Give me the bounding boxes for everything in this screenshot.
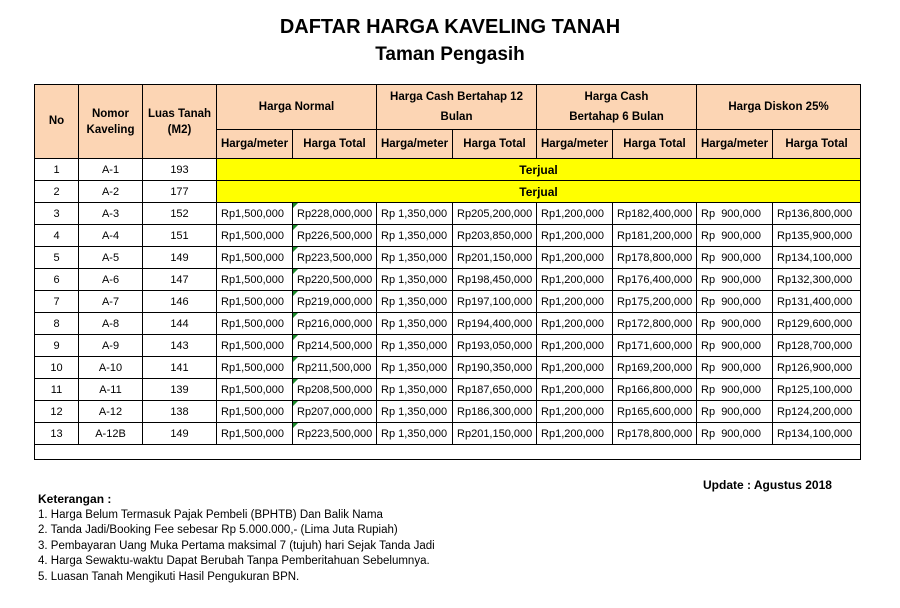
- note-item: 3. Pembayaran Uang Muka Pertama maksimal 7 (tujuh) hari Sejak Tanda Jadi: [38, 539, 435, 552]
- cell-harga-total: Rp223,500,000: [293, 423, 377, 445]
- table-row: [35, 423, 861, 445]
- note-item: 5. Luasan Tanah Mengikuti Hasil Pengukuran BPN.: [38, 570, 300, 583]
- sold-status: Terjual: [217, 181, 861, 203]
- price-table: [34, 84, 861, 460]
- cell-harga-total: Rp211,500,000: [293, 357, 377, 379]
- table-row: [35, 379, 861, 401]
- cell-harga-total: Rp216,000,000: [293, 313, 377, 335]
- note-item: 2. Tanda Jadi/Booking Fee sebesar Rp 5.000.000,- (Lima Juta Rupiah): [38, 524, 398, 536]
- cell-harga-total: Rp129,600,000: [773, 313, 861, 335]
- cell-no: 12: [35, 401, 79, 423]
- cell-luas: 151: [143, 225, 217, 247]
- cell-luas: 149: [143, 423, 217, 445]
- cell-harga-meter: Rp 900,000: [697, 423, 773, 445]
- cell-no: 7: [35, 291, 79, 313]
- cell-harga-meter: Rp1,500,000: [217, 423, 293, 445]
- cell-luas: 144: [143, 313, 217, 335]
- cell-no: 1: [35, 159, 79, 181]
- cell-harga-meter: Rp1,200,000: [537, 291, 613, 313]
- cell-harga-total: Rp126,900,000: [773, 357, 861, 379]
- cell-harga-meter: Rp1,500,000: [217, 291, 293, 313]
- cell-kaveling: A-4: [79, 225, 143, 247]
- cell-harga-meter: Rp 1,350,000: [377, 291, 453, 313]
- header-cash-6-bulan: Harga Cash Bertahap 6 Bulan: [537, 85, 697, 130]
- cell-harga-total: Rp193,050,000: [453, 335, 537, 357]
- cell-harga-total: Rp128,700,000: [773, 335, 861, 357]
- cell-harga-meter: Rp 1,350,000: [377, 423, 453, 445]
- cell-luas: 139: [143, 379, 217, 401]
- table-row: [35, 159, 861, 181]
- table-row: [35, 357, 861, 379]
- cell-harga-meter: Rp 1,350,000: [377, 379, 453, 401]
- cell-kaveling: A-11: [79, 379, 143, 401]
- cell-harga-meter: Rp 1,350,000: [377, 247, 453, 269]
- cell-luas: 143: [143, 335, 217, 357]
- cell-kaveling: A-9: [79, 335, 143, 357]
- cell-luas: 141: [143, 357, 217, 379]
- cell-harga-total: Rp194,400,000: [453, 313, 537, 335]
- cell-harga-meter: Rp 1,350,000: [377, 401, 453, 423]
- cell-harga-total: Rp203,850,000: [453, 225, 537, 247]
- note-item: 1. Harga Belum Termasuk Pajak Pembeli (BPHTB) Dan Balik Nama: [38, 508, 383, 521]
- cell-no: 4: [35, 225, 79, 247]
- cell-harga-meter: Rp 1,350,000: [377, 203, 453, 225]
- cell-no: 10: [35, 357, 79, 379]
- cell-harga-meter: Rp1,200,000: [537, 203, 613, 225]
- cell-kaveling: A-10: [79, 357, 143, 379]
- cell-harga-total: Rp187,650,000: [453, 379, 537, 401]
- cell-harga-total: Rp197,100,000: [453, 291, 537, 313]
- cell-harga-total: Rp226,500,000: [293, 225, 377, 247]
- cell-harga-total: Rp182,400,000: [613, 203, 697, 225]
- cell-harga-total: Rp208,500,000: [293, 379, 377, 401]
- blank-cell: [35, 445, 861, 460]
- cell-harga-total: Rp198,450,000: [453, 269, 537, 291]
- cell-harga-total: Rp207,000,000: [293, 401, 377, 423]
- cell-kaveling: A-12: [79, 401, 143, 423]
- table-row: [35, 247, 861, 269]
- cell-kaveling: A-6: [79, 269, 143, 291]
- cell-harga-meter: Rp 900,000: [697, 335, 773, 357]
- cell-harga-meter: Rp 1,350,000: [377, 225, 453, 247]
- cell-harga-meter: Rp1,200,000: [537, 313, 613, 335]
- cell-luas: 152: [143, 203, 217, 225]
- cell-harga-meter: Rp 900,000: [697, 203, 773, 225]
- cell-kaveling: A-12B: [79, 423, 143, 445]
- cell-harga-meter: Rp 900,000: [697, 269, 773, 291]
- header-harga-total: Harga Total: [453, 130, 537, 159]
- cell-luas: 146: [143, 291, 217, 313]
- header-harga-meter: Harga/meter: [537, 130, 613, 159]
- update-date: Update : Agustus 2018: [703, 478, 832, 492]
- cell-harga-meter: Rp 900,000: [697, 357, 773, 379]
- cell-harga-meter: Rp1,200,000: [537, 269, 613, 291]
- page-subtitle: Taman Pengasih: [375, 44, 525, 65]
- header-harga-meter: Harga/meter: [377, 130, 453, 159]
- cell-kaveling: A-2: [79, 181, 143, 203]
- cell-harga-total: Rp166,800,000: [613, 379, 697, 401]
- header-diskon-25: Harga Diskon 25%: [697, 85, 861, 130]
- cell-no: 8: [35, 313, 79, 335]
- cell-harga-meter: Rp1,200,000: [537, 335, 613, 357]
- cell-harga-meter: Rp 900,000: [697, 247, 773, 269]
- notes-section: [38, 492, 435, 585]
- cell-harga-meter: Rp 900,000: [697, 313, 773, 335]
- cell-harga-meter: Rp1,200,000: [537, 357, 613, 379]
- cell-harga-meter: Rp 1,350,000: [377, 335, 453, 357]
- cell-luas: 149: [143, 247, 217, 269]
- header-nomor-kaveling: Nomor Kaveling: [79, 85, 143, 159]
- cell-harga-total: Rp178,800,000: [613, 423, 697, 445]
- cell-kaveling: A-8: [79, 313, 143, 335]
- cell-harga-meter: Rp1,500,000: [217, 313, 293, 335]
- cell-harga-meter: Rp1,500,000: [217, 335, 293, 357]
- cell-harga-total: Rp190,350,000: [453, 357, 537, 379]
- cell-harga-total: Rp178,800,000: [613, 247, 697, 269]
- cell-harga-total: Rp219,000,000: [293, 291, 377, 313]
- cell-harga-meter: Rp1,500,000: [217, 269, 293, 291]
- cell-harga-meter: Rp 1,350,000: [377, 313, 453, 335]
- cell-harga-total: Rp132,300,000: [773, 269, 861, 291]
- cell-luas: 193: [143, 159, 217, 181]
- cell-harga-total: Rp171,600,000: [613, 335, 697, 357]
- table-row: [35, 269, 861, 291]
- cell-harga-total: Rp134,100,000: [773, 247, 861, 269]
- cell-harga-meter: Rp1,500,000: [217, 225, 293, 247]
- cell-no: 3: [35, 203, 79, 225]
- cell-harga-total: Rp136,800,000: [773, 203, 861, 225]
- cell-harga-meter: Rp 1,350,000: [377, 269, 453, 291]
- cell-harga-total: Rp220,500,000: [293, 269, 377, 291]
- cell-no: 11: [35, 379, 79, 401]
- cell-harga-meter: Rp1,500,000: [217, 357, 293, 379]
- cell-harga-meter: Rp 900,000: [697, 291, 773, 313]
- note-item: 4. Harga Sewaktu-waktu Dapat Berubah Tanpa Pemberitahuan Sebelumnya.: [38, 555, 430, 567]
- cell-harga-meter: Rp1,200,000: [537, 423, 613, 445]
- cell-harga-meter: Rp1,500,000: [217, 379, 293, 401]
- table-row: [35, 181, 861, 203]
- cell-harga-total: Rp181,200,000: [613, 225, 697, 247]
- cell-no: 9: [35, 335, 79, 357]
- cell-harga-total: Rp201,150,000: [453, 423, 537, 445]
- cell-kaveling: A-3: [79, 203, 143, 225]
- cell-no: 13: [35, 423, 79, 445]
- cell-harga-meter: Rp1,200,000: [537, 379, 613, 401]
- header-no: No: [35, 85, 79, 159]
- blank-row: [35, 445, 861, 460]
- cell-harga-total: Rp169,200,000: [613, 357, 697, 379]
- sold-status: Terjual: [217, 159, 861, 181]
- cell-harga-meter: Rp 900,000: [697, 401, 773, 423]
- page-title: DAFTAR HARGA KAVELING TANAH: [279, 16, 621, 38]
- cell-harga-meter: Rp1,500,000: [217, 401, 293, 423]
- table-body: [35, 159, 861, 460]
- cell-harga-total: Rp223,500,000: [293, 247, 377, 269]
- table-row: [35, 291, 861, 313]
- cell-no: 5: [35, 247, 79, 269]
- cell-harga-meter: Rp1,200,000: [537, 247, 613, 269]
- cell-harga-meter: Rp1,500,000: [217, 203, 293, 225]
- cell-harga-total: Rp131,400,000: [773, 291, 861, 313]
- cell-harga-total: Rp214,500,000: [293, 335, 377, 357]
- cell-harga-total: Rp228,000,000: [293, 203, 377, 225]
- cell-harga-total: Rp124,200,000: [773, 401, 861, 423]
- cell-harga-total: Rp135,900,000: [773, 225, 861, 247]
- cell-luas: 177: [143, 181, 217, 203]
- cell-harga-total: Rp201,150,000: [453, 247, 537, 269]
- cell-kaveling: A-1: [79, 159, 143, 181]
- table-row: [35, 313, 861, 335]
- cell-harga-total: Rp172,800,000: [613, 313, 697, 335]
- table-row: [35, 225, 861, 247]
- cell-harga-total: Rp176,400,000: [613, 269, 697, 291]
- cell-harga-total: Rp186,300,000: [453, 401, 537, 423]
- cell-harga-meter: Rp1,500,000: [217, 247, 293, 269]
- cell-harga-meter: Rp 900,000: [697, 225, 773, 247]
- cell-harga-total: Rp175,200,000: [613, 291, 697, 313]
- cell-harga-total: Rp134,100,000: [773, 423, 861, 445]
- cell-harga-total: Rp125,100,000: [773, 379, 861, 401]
- table-row: [35, 203, 861, 225]
- cell-harga-meter: Rp1,200,000: [537, 401, 613, 423]
- header-harga-meter: Harga/meter: [217, 130, 293, 159]
- header-harga-total: Harga Total: [773, 130, 861, 159]
- cell-no: 6: [35, 269, 79, 291]
- notes-heading: Keterangan :: [38, 492, 112, 506]
- cell-harga-total: Rp205,200,000: [453, 203, 537, 225]
- cell-luas: 147: [143, 269, 217, 291]
- table-row: [35, 401, 861, 423]
- cell-kaveling: A-7: [79, 291, 143, 313]
- header-harga-total: Harga Total: [293, 130, 377, 159]
- header-cash-12-bulan: Harga Cash Bertahap 12 Bulan: [377, 85, 537, 130]
- header-harga-meter: Harga/meter: [697, 130, 773, 159]
- header-luas-tanah: Luas Tanah (M2): [143, 85, 217, 159]
- cell-harga-meter: Rp 900,000: [697, 379, 773, 401]
- cell-kaveling: A-5: [79, 247, 143, 269]
- cell-harga-meter: Rp 1,350,000: [377, 357, 453, 379]
- header-harga-total: Harga Total: [613, 130, 697, 159]
- header-harga-normal: Harga Normal: [217, 85, 377, 130]
- cell-no: 2: [35, 181, 79, 203]
- table-row: [35, 335, 861, 357]
- cell-harga-meter: Rp1,200,000: [537, 225, 613, 247]
- cell-harga-total: Rp165,600,000: [613, 401, 697, 423]
- cell-luas: 138: [143, 401, 217, 423]
